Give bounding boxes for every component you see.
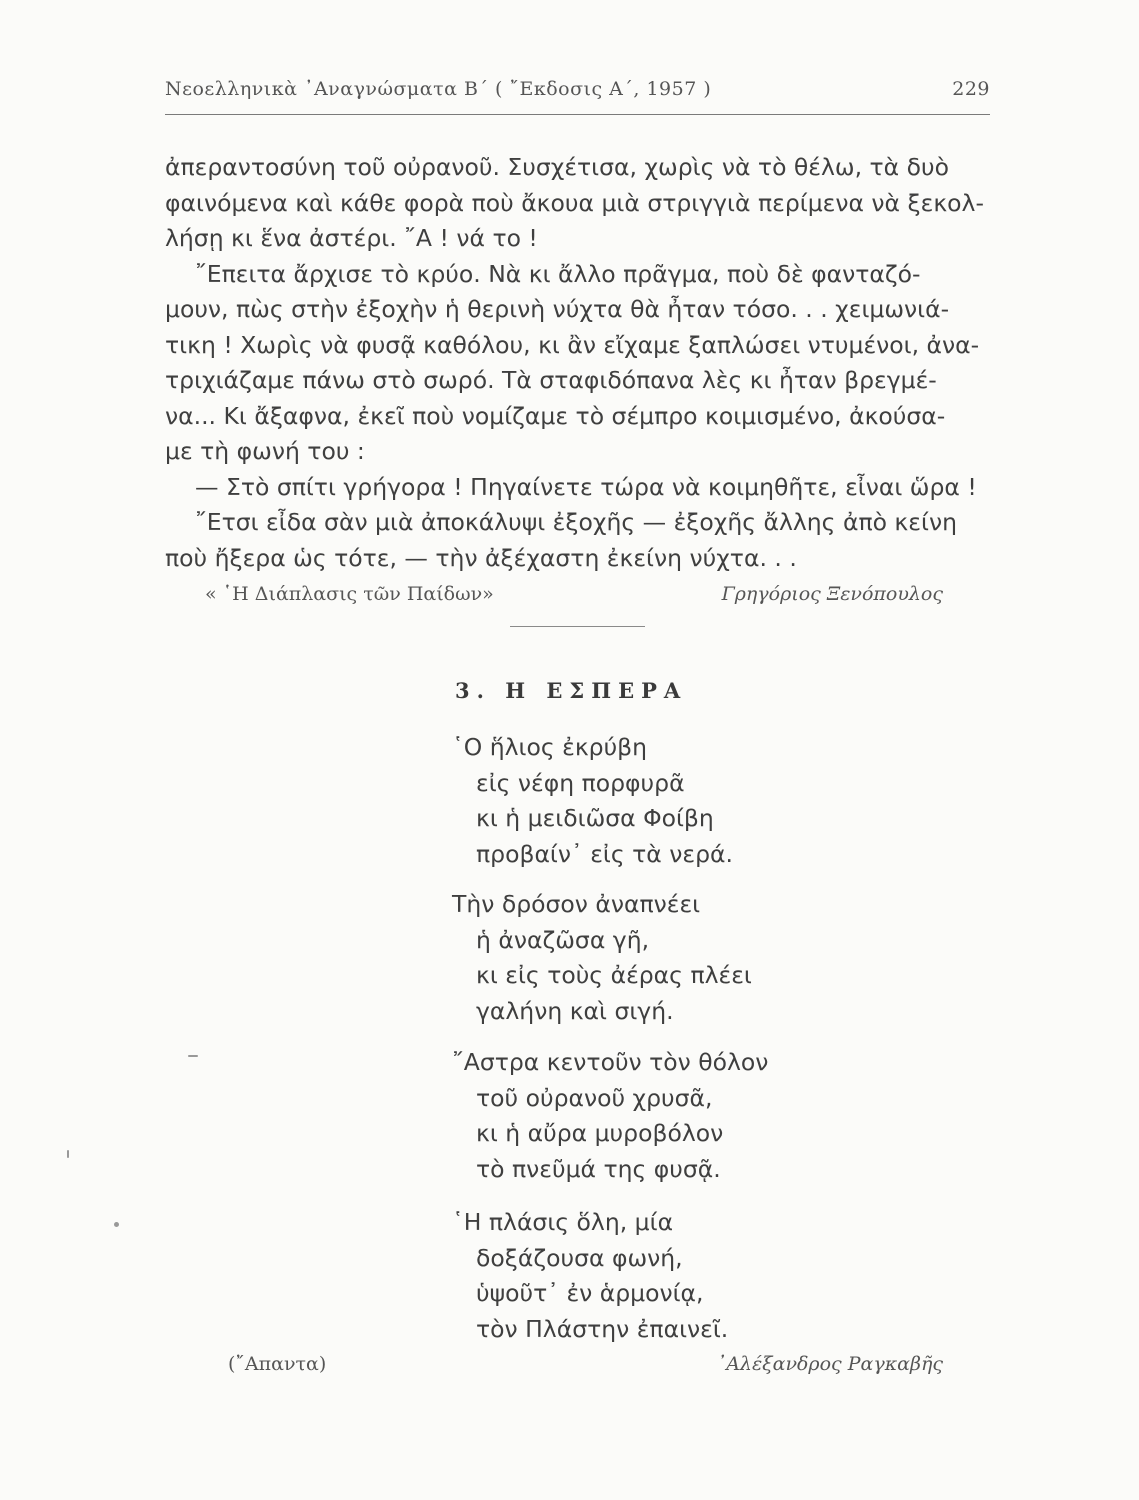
poem-stanza-2 — [452, 887, 752, 1029]
prose-line: ποὺ ἤξερα ὡς τότε, — τὴν ἀξέχαστη ἐκείνη νύχτα. . . — [165, 543, 797, 572]
poem-verse: τὸν Πλάστην ἐπαινεῖ. — [476, 1314, 729, 1343]
poem-stanza-1 — [452, 730, 733, 872]
poem-source: (῎Απαντα) — [228, 1353, 327, 1375]
running-title: Νεοελληνικὰ ᾿Αναγνώσματα Β΄ ( ῎Εκδοσις Α΄, 1957 ) — [165, 78, 712, 100]
prose-author: Γρηγόριος Ξενόπουλος — [721, 583, 943, 605]
prose-line: ἀπεραντοσύνη τοῦ οὐρανοῦ. Συσχέτισα, χωρὶς νὰ τὸ θέλω, τὰ δυὸ — [165, 153, 949, 181]
prose-source: « ῾Η Διάπλασις τῶν Παίδων» — [205, 583, 494, 605]
page-number: 229 — [952, 78, 990, 100]
poem-stanza-3 — [452, 1045, 768, 1187]
poem-verse: κι εἰς τοὺς ἀέρας πλέει — [476, 961, 752, 989]
prose-line: — Στὸ σπίτι γρήγορα ! Πηγαίνετε τώρα νὰ κοιμηθῆτε, εἶναι ὥρα ! — [195, 472, 977, 501]
poem-verse: ἡ ἀναζῶσα γῆ, — [476, 925, 650, 954]
prose-line: τικη ! Χωρὶς νὰ φυσᾷ καθόλου, κι ἂν εἴχαμε ξαπλώσει ντυμένοι, ἀνα- — [165, 330, 980, 359]
poem-stanza-4 — [452, 1205, 728, 1347]
poem-verse: ῾Η πλάσις ὅλη, μία — [452, 1208, 674, 1236]
poem-verse: τοῦ οὐρανοῦ χρυσᾶ, — [476, 1083, 713, 1112]
poem-author: ᾿Αλέξανδρος Ραγκαβῆς — [716, 1353, 943, 1375]
poem-verse: ῎Αστρα κεντοῦν τὸν θόλον — [452, 1048, 769, 1076]
scan-speck — [188, 1055, 198, 1057]
poem-title: 3. Η ΕΣΠΕΡΑ — [455, 678, 688, 703]
prose-line: να... Κι ἄξαφνα, ἐκεῖ ποὺ νομίζαμε τὸ σέμπρο κοιμισμένο, ἀκούσα- — [165, 401, 946, 430]
prose-line: ῎Επειτα ἄρχισε τὸ κρύο. Νὰ κι ἄλλο πρᾶγμα, ποὺ δὲ φανταζό- — [195, 259, 921, 288]
poem-verse: προβαίν᾽ εἰς τὰ νερά. — [476, 839, 733, 868]
scan-speck — [114, 1222, 119, 1227]
prose-line: λήσῃ κι ἕνα ἀστέρι. ῎Α ! νά το ! — [165, 224, 538, 252]
poem-verse: κι ἡ μειδιῶσα Φοίβη — [476, 804, 714, 832]
prose-line: τριχιάζαμε πάνω στὸ σωρό. Τὰ σταφιδόπανα λὲς κι ἦταν βρεγμέ- — [165, 366, 937, 394]
poem-verse: ῾Ο ἥλιος ἐκρύβη — [452, 733, 648, 761]
scan-speck — [67, 1150, 69, 1158]
section-separator — [510, 626, 645, 627]
poem-verse: γαλήνη καὶ σιγή. — [476, 996, 674, 1025]
prose-line: ῎Ετσι εἶδα σὰν μιὰ ἀποκάλυψι ἐξοχῆς — ἐξοχῆς ἄλλης ἀπὸ κείνη — [195, 508, 957, 536]
poem-verse: κι ἡ αὔρα μυροβόλον — [476, 1119, 724, 1147]
poem-verse: τὸ πνεῦμά της φυσᾷ. — [476, 1154, 721, 1183]
poem-verse: εἰς νέφη πορφυρᾶ — [476, 768, 685, 797]
prose-line: φαινόμενα καὶ κάθε φορὰ ποὺ ἄκουα μιὰ στριγγιὰ περίμενα νὰ ξεκολ- — [165, 188, 984, 217]
poem-verse: ὑψοῦτ᾽ ἐν ἁρμονίᾳ, — [476, 1279, 704, 1307]
poem-verse: δοξάζουσα φωνή, — [476, 1243, 683, 1272]
prose-line: με τὴ φωνή του : — [165, 437, 365, 465]
header-rule — [165, 114, 990, 115]
prose-passage — [165, 150, 995, 576]
prose-line: μουν, πὼς στὴν ἐξοχὴν ἡ θερινὴ νύχτα θὰ ἦταν τόσο. . . χειμωνιά- — [165, 295, 950, 323]
running-header — [165, 78, 990, 100]
poem-verse: Τὴν δρόσον ἀναπνέει — [452, 890, 701, 918]
